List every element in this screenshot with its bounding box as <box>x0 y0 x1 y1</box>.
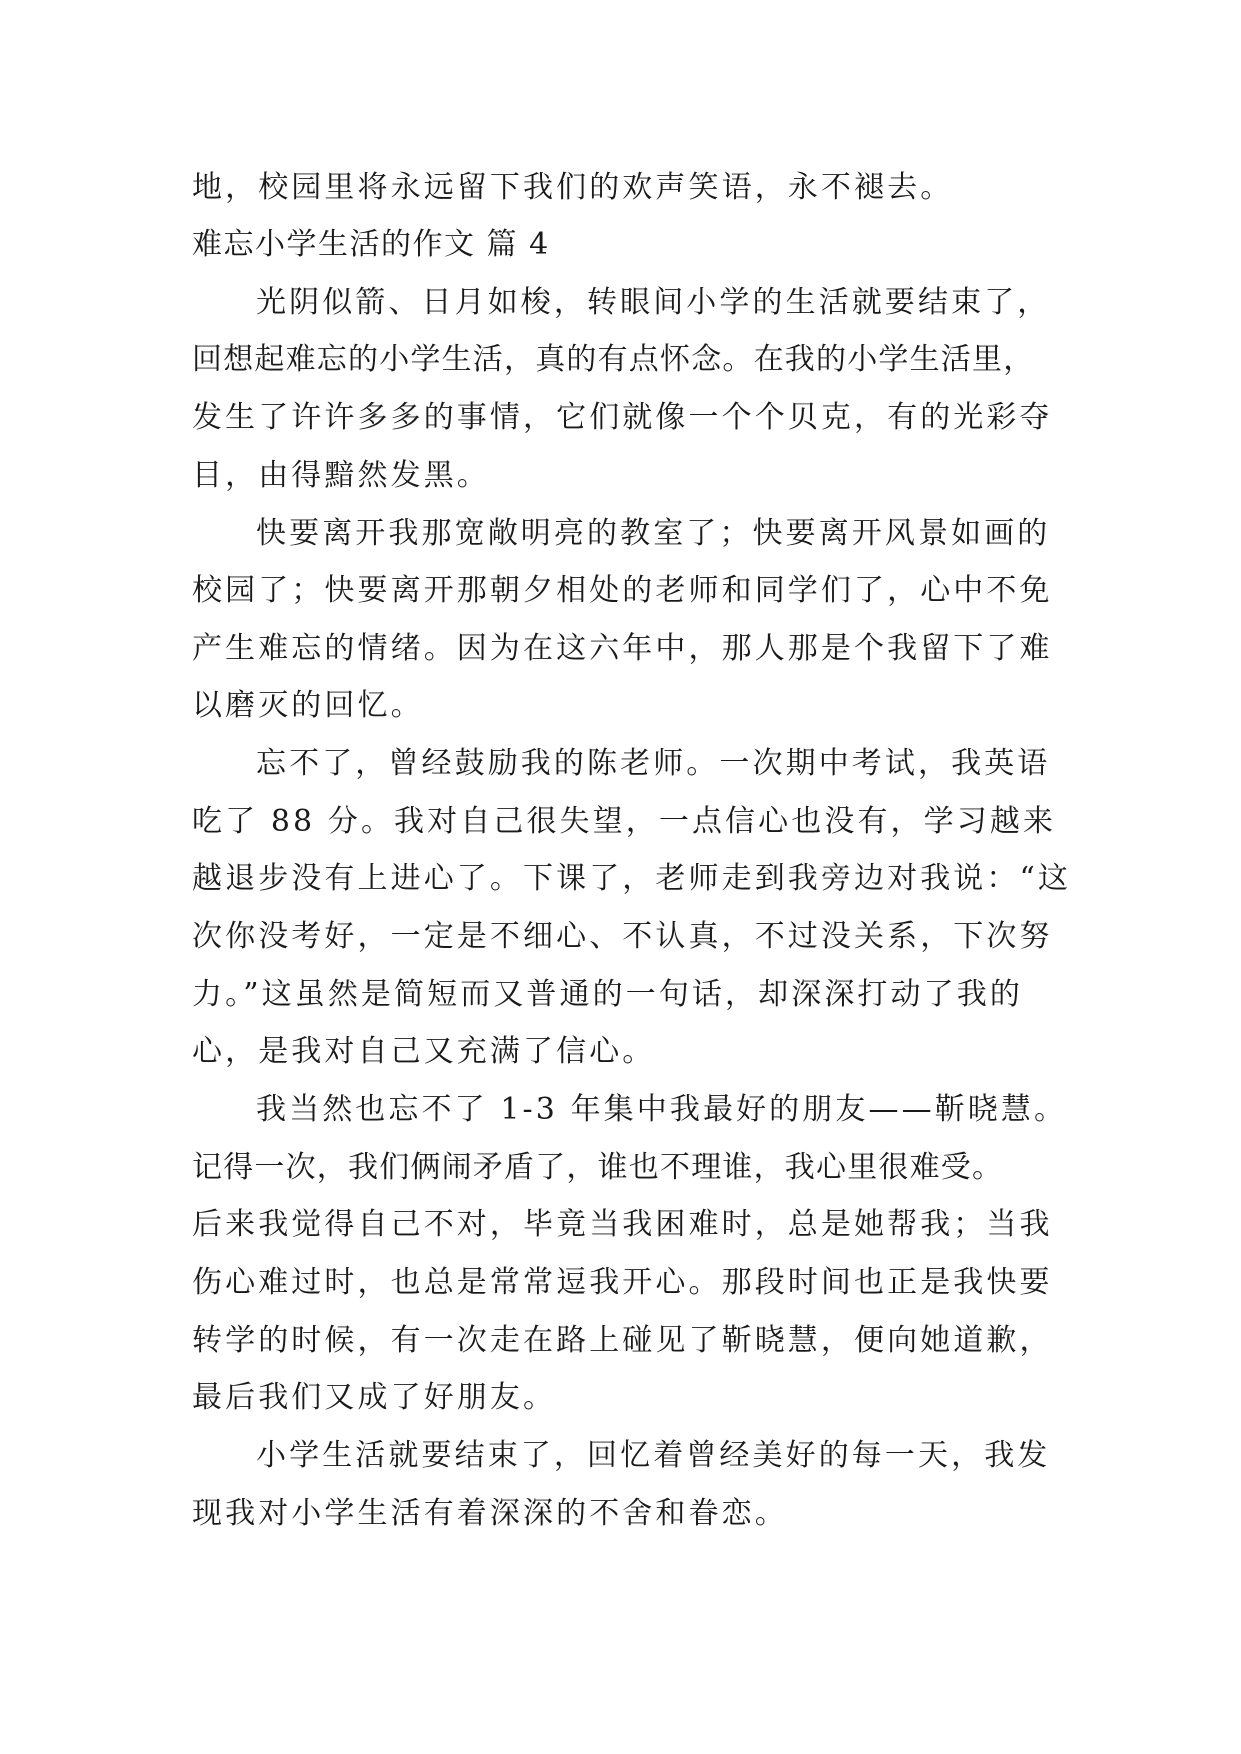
text-line: 吃了 88 分。我对自己很失望，一点信心也没有，学习越来 <box>192 804 1057 839</box>
text-line: 回想起难忘的小学生活，真的有点怀念。在我的小学生活里， <box>192 342 1035 377</box>
text-line: 目，由得黯然发黑。 <box>192 458 490 493</box>
text-line: 小学生活就要结束了，回忆着曾经美好的每一天，我发 <box>256 1438 1051 1473</box>
text-line: 以磨灭的回忆。 <box>192 688 424 723</box>
text-line: 产生难忘的情绪。因为在这六年中，那人那是个我留下了难 <box>192 631 1053 666</box>
text-line: 发生了许许多多的事情，它们就像一个个贝克，有的光彩夺 <box>192 400 1053 435</box>
text-line: 后来我觉得自己不对，毕竟当我困难时，总是她帮我；当我 <box>192 1207 1053 1242</box>
text-line: 地，校园里将永远留下我们的欢声笑语，永不褪去。 <box>192 170 954 205</box>
text-line: 越退步没有上进心了。下课了，老师走到我旁边对我说：“这 <box>192 861 1072 896</box>
text-line: 最后我们又成了好朋友。 <box>192 1380 557 1415</box>
text-line: 校园了；快要离开那朝夕相处的老师和同学们了，心中不免 <box>192 573 1053 608</box>
text-line: 次你没考好，一定是不细心、不认真，不过没关系，下次努 <box>192 919 1053 954</box>
text-line: 伤心难过时，也总是常常逗我开心。那段时间也正是我快要 <box>192 1265 1053 1300</box>
text-line: 转学的时候，有一次走在路上碰见了靳晓慧，便向她道歉， <box>192 1323 1053 1358</box>
text-line: 力。”这虽然是简短而又普通的一句话，却深深打动了我的 <box>192 977 1023 1012</box>
text-line: 心，是我对自己又充满了信心。 <box>192 1034 656 1069</box>
section-title: 难忘小学生活的作文 篇 4 <box>192 227 550 262</box>
text-line: 记得一次，我们俩闹矛盾了，谁也不理谁，我心里很难受。 <box>192 1150 1004 1185</box>
text-line: 忘不了，曾经鼓励我的陈老师。一次期中考试，我英语 <box>256 746 1051 781</box>
text-line: 我当然也忘不了 1-3 年集中我最好的朋友——靳晓慧。 <box>256 1092 1068 1127</box>
text-line: 光阴似箭、日月如梭，转眼间小学的生活就要结束了， <box>256 285 1051 320</box>
text-line: 现我对小学生活有着深深的不舍和眷恋。 <box>192 1496 788 1531</box>
text-line: 快要离开我那宽敞明亮的教室了；快要离开风景如画的 <box>256 516 1051 551</box>
